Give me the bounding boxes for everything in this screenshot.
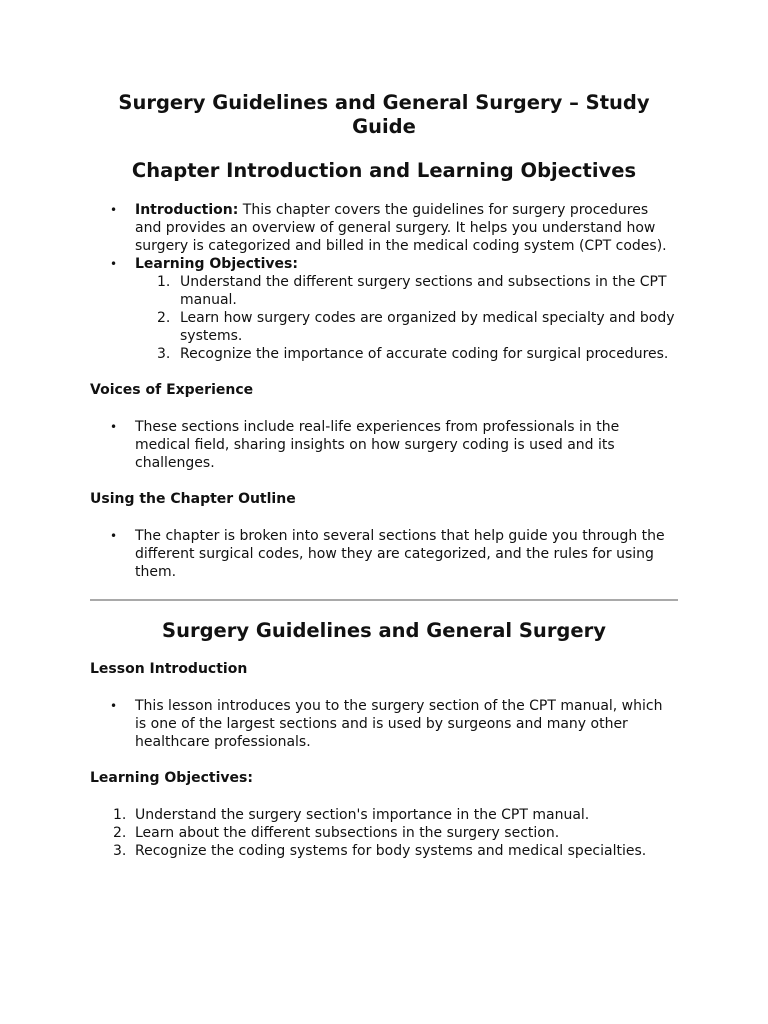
list-item [90,824,678,842]
document-title: Surgery Guidelines and General Surgery – Study Guide [118,91,650,138]
chapter-intro-list [90,201,678,363]
lesson-intro-heading: Lesson Introduction [90,661,248,677]
list-number: 1. [157,274,171,290]
objective-text: Understand the different surgery sections and subsections in the CPT manual. [180,274,667,308]
list-item [135,273,678,309]
list-item [90,201,678,255]
list-number: 1. [113,807,127,823]
chapter-objectives-list [135,273,678,363]
introduction-label: Introduction: [135,202,239,218]
document-page [90,91,678,860]
chapter-heading: Chapter Introduction and Learning Objectives [131,159,637,182]
list-item [90,806,678,824]
objective-text: Learn about the different subsections in the surgery section. [135,825,560,841]
voices-heading: Voices of Experience [90,382,254,398]
list-item: • This lesson introduces you to the surgery section of the CPT manual, which is one of the largest sections and is used by surgeons and many other healthcare professionals. [90,697,678,751]
list-number: 3. [113,843,127,859]
list-number: 2. [157,310,171,326]
list-item [90,255,678,363]
list-item [90,842,678,860]
voices-list [90,418,678,472]
lesson-intro-list [90,697,678,751]
list-item [135,345,678,363]
objective-text: Recognize the importance of accurate coding for surgical procedures. [180,346,669,362]
lesson-objectives-heading: Learning Objectives: [90,770,253,786]
learning-objectives-label: Learning Objectives: [135,256,298,272]
objective-text: Learn how surgery codes are organized by medical specialty and body systems. [180,310,675,344]
introduction-text: This chapter covers the guidelines for surgery procedures and provides an overview of general surgery. It helps you understand how surgery is categorized and billed in the medical coding system (CPT codes). [135,202,667,254]
list-number: 2. [113,825,127,841]
lesson-objectives-list [90,806,678,860]
list-item: • The chapter is broken into several sections that help guide you through the different surgical codes, how they are categorized, and the rules for using them. [90,527,678,581]
section-divider [90,599,678,601]
objective-text: Understand the surgery section's importance in the CPT manual. [135,807,590,823]
outline-list [90,527,678,581]
list-item: • These sections include real-life experiences from professionals in the medical field, sharing insights on how surgery coding is used and its challenges. [90,418,678,472]
outline-heading: Using the Chapter Outline [90,491,296,507]
list-number: 3. [157,346,171,362]
objective-text: Recognize the coding systems for body systems and medical specialties. [135,843,647,859]
section-title: Surgery Guidelines and General Surgery [162,619,606,642]
list-item [135,309,678,345]
